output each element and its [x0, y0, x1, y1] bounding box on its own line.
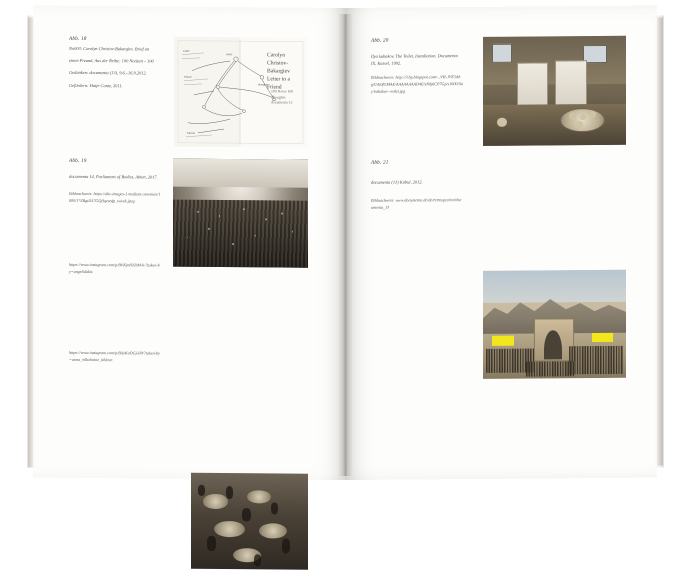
caption-20: Ilya kabakov, The Toilet, Installation, Documenta IX, Kassel, 1992.: [371, 53, 458, 67]
credit-label-19-text: Bildnachweis:: [69, 191, 93, 197]
landscape-archway: [544, 331, 561, 359]
landscape-yellow-banner-left: [492, 335, 515, 345]
caption-19: documenta 14, Parliament of Bodies, Athen, 2017.: [69, 174, 158, 180]
caption-18-line-1: No003: Carolyn Christov-Bakargiev. Brief an: [69, 46, 150, 52]
kabul-landscape-photo: [483, 270, 626, 379]
credit-21: [371, 197, 463, 211]
figure-number-21: Abb. 21: [371, 159, 389, 166]
credit-label-21-text: Bildnachweis:: [371, 197, 395, 204]
caption-18-line-3: Gedanken: documenta (13), 9.6.–16.9.2012.: [69, 70, 147, 76]
credit-label-20-text: Bildnachweis:: [371, 75, 395, 81]
entry-abb-20: [371, 37, 463, 95]
installation-window-left: [492, 43, 513, 63]
figure-number-20: Abb. 20: [371, 37, 389, 44]
left-page: [33, 6, 345, 480]
credit-url-20[interactable]: http://3.bp.blogspot.com/-_VH-JVE3Ahg/U4i0fGMAE/AAAAAAAAD4E/zN0j6CP7Gp/s1600/ilay-kabakov--toilet.jpg: [371, 74, 463, 94]
svg-text:thoughts: thoughts: [258, 83, 268, 87]
svg-text:Letter: Letter: [183, 49, 190, 53]
instagram-url-2[interactable]: https://www.instagram.com/p/BXzKaDGj-lI8/?taken-by=anna_vilhelmine_ithleun: [69, 349, 160, 362]
svg-text:Kassel: Kassel: [187, 131, 195, 135]
figure-number-18: Abb. 18: [69, 35, 87, 42]
credit-label-19: [69, 191, 161, 205]
figure-number-19: Abb. 19: [69, 157, 87, 164]
credit-url-19: https://abc-images-1.medium.com/max/1600/1*ZBgtD17GQIIqzwsfp_twixA.jpeg: [69, 191, 161, 204]
left-page-shadow: [27, 16, 35, 468]
credit-url-21[interactable]: www.documenta.de/de/retrospective/documenta_13: [371, 197, 462, 210]
right-page-shadow: [655, 15, 664, 467]
landscape-crowd-center: [526, 361, 575, 376]
caption-18-line-2: einen Freund, Aus der Reihe: 100 Notizen – 100: [69, 58, 154, 64]
sketch-scan-image: [174, 37, 307, 148]
right-page: [345, 6, 657, 480]
instagram-url-1[interactable]: https://www.instagram.com/p/BVKjm9ZDM-h/?taken-by=angelidakis: [69, 261, 160, 274]
installation-window-right: [583, 45, 606, 64]
open-book-spread: [33, 8, 657, 480]
entry-abb-19: [69, 158, 161, 205]
landscape-yellow-banner-right: [592, 333, 613, 343]
hall-highlights: [173, 159, 308, 268]
sketch-title-text: Carolyn Christov-Bakargiev Letter to a Friend: [267, 52, 290, 91]
sketch-subtitle-text: 100 Notes 100 Thoughts documenta 13: [271, 89, 294, 105]
entry-abb-21: [371, 159, 463, 211]
credit-20: [371, 75, 463, 96]
entry-abb-18: [69, 36, 161, 89]
caption-18: [69, 45, 161, 89]
caption-21: documenta (13) Kabul, 2012.: [371, 179, 423, 186]
svg-text:Friend: Friend: [184, 75, 192, 79]
kabakov-toilet-installation-photo: [483, 36, 626, 146]
dining-hall-photo: [191, 473, 308, 570]
svg-text:notes: notes: [226, 53, 233, 57]
landscape-sky: [483, 270, 626, 304]
lecture-hall-photo: [173, 159, 308, 268]
caption-18-line-4: Gefördern: Hatje Cantz, 2011.: [69, 82, 123, 88]
landscape-crowd-right: [569, 345, 623, 374]
